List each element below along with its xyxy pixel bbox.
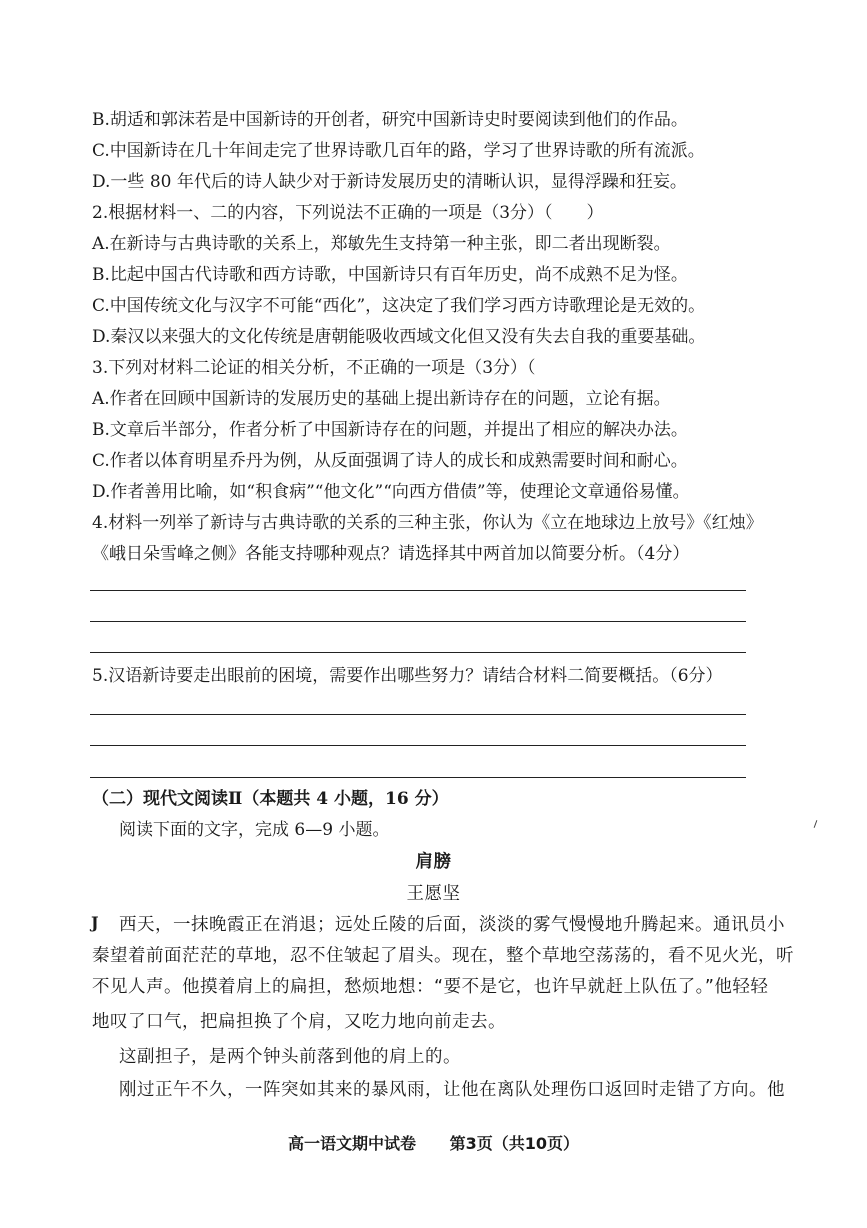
question-3: 3.下列对材料二论证的相关分析，不正确的一项是（3分）（	[92, 358, 536, 378]
answer-line-q5-1[interactable]	[90, 714, 746, 715]
option-2-b: B.比起中国古代诗歌和西方诗歌，中国新诗只有百年历史，尚不成熟不足为怪。	[92, 265, 688, 285]
answer-line-q4-1[interactable]	[90, 590, 746, 591]
option-1-d: D.一些 80 年代后的诗人缺少对于新诗发展历史的清晰认识，显得浮躁和狂妄。	[92, 172, 687, 192]
answer-line-q4-2[interactable]	[90, 621, 746, 622]
option-3-c: C.作者以体育明星乔丹为例，从反面强调了诗人的成长和成熟需要时间和耐心。	[92, 451, 688, 471]
answer-line-q5-2[interactable]	[90, 745, 746, 746]
footer-page-number: 第3页（共10页）	[449, 1134, 579, 1153]
option-3-b: B.文章后半部分，作者分析了中国新诗存在的问题，并提出了相应的解决办法。	[92, 420, 688, 440]
footer-exam-name: 高一语文期中试卷	[288, 1134, 417, 1153]
story-paragraph-1-line-4: 地叹了口气，把扁担换了个肩，又吃力地向前走去。	[92, 1012, 506, 1032]
question-2: 2.根据材料一、二的内容，下列说法不正确的一项是（3分）（ ）	[92, 203, 604, 223]
story-title: 肩膀	[415, 852, 452, 872]
story-author: 王愿坚	[406, 884, 461, 904]
option-3-a: A.作者在回顾中国新诗的发展历史的基础上提出新诗存在的问题，立论有据。	[92, 389, 671, 409]
reading-instruction: 阅读下面的文字，完成 6—9 小题。	[119, 820, 390, 840]
story-paragraph-2: 这副担子，是两个钟头前落到他的肩上的。	[119, 1047, 461, 1067]
option-2-d: D.秦汉以来强大的文化传统是唐朝能吸收西域文化但又没有失去自我的重要基础。	[92, 327, 706, 347]
question-5: 5.汉语新诗要走出眼前的困境，需要作出哪些努力？请结合材料二简要概括。（6分）	[92, 666, 723, 686]
story-paragraph-1-line-2: 秦望着前面茫茫的草地，忍不住皱起了眉头。现在，整个草地空荡荡的，看不见火光，听	[92, 946, 794, 966]
option-2-c: C.中国传统文化与汉字不可能“西化”，这决定了我们学习西方诗歌理论是无效的。	[92, 296, 706, 316]
answer-line-q5-3[interactable]	[90, 777, 746, 778]
option-3-d: D.作者善用比喻，如“积食病”“他文化”“向西方借债”等，使理论文章通俗易懂。	[92, 482, 690, 502]
option-2-a: A.在新诗与古典诗歌的关系上，郑敏先生支持第一种主张，即二者出现断裂。	[92, 234, 671, 254]
question-4-continued: 《峨日朵雪峰之侧》各能支持哪种观点？请选择其中两首加以简要分析。（4分）	[92, 544, 690, 564]
answer-line-q4-3[interactable]	[90, 652, 746, 653]
story-paragraph-1-line-3: 不见人声。他摸着肩上的扁担，愁烦地想：“要不是它，也许早就赶上队伍了。”他轻轻	[92, 977, 769, 997]
page-footer	[0, 1131, 867, 1154]
story-paragraph-1-line-1: 西天，一抹晚霞正在消退；远处丘陵的后面，淡淡的雾气慢慢地升腾起来。通讯员小	[119, 915, 785, 935]
option-1-c: C.中国新诗在几十年间走完了世界诗歌几百年的路，学习了世界诗歌的所有流派。	[92, 141, 705, 161]
section-title: （二）现代文阅读Ⅱ（本题共 4 小题，16 分）	[92, 789, 449, 809]
option-1-b: B.胡适和郭沫若是中国新诗的开创者，研究中国新诗史时要阅读到他们的作品。	[92, 110, 688, 130]
handwritten-mark: J	[91, 913, 99, 932]
story-paragraph-3-line-1: 刚过正午不久，一阵突如其来的暴风雨，让他在离队处理伤口返回时走错了方向。他	[119, 1080, 785, 1100]
question-4: 4.材料一列举了新诗与古典诗歌的关系的三种主张，你认为《立在地球边上放号》《红烛》	[92, 513, 763, 533]
